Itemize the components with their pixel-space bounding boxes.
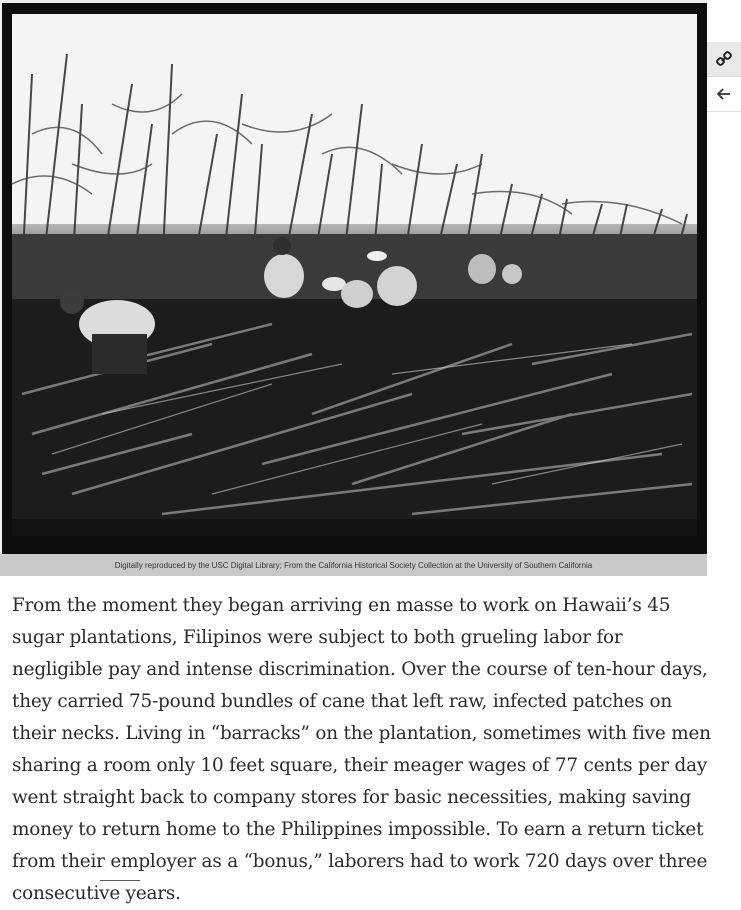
sugar-cane-field-image — [12, 14, 697, 536]
photo-caption-text: Digitally reproduced by the USC Digital Library; From the California Historical Society Collection at the University of Southern California — [114, 560, 593, 570]
photo-caption — [0, 554, 707, 576]
share-link-button[interactable] — [707, 42, 741, 77]
back-button[interactable] — [707, 77, 741, 112]
article-paragraph: From the moment they began arriving en masse to work on Hawaii’s 45 sugar plantations, Filipinos were subject to both grueling labor for negligible pay and intense discrimination. Over the course of ten-hour days, they carried 75-pound bundles of cane that left raw, infected patches on their necks. Living in “barracks” on the plantation, sometimes with five men sharing a room only 10 feet square, their meager wages of 77 cents per day went straight back to company stores for basic necessities, making saving money to return home to the Philippines impossible. To earn a return ticket from their employer as a “bonus,” laborers had to work 720 days over three consecutive years. — [12, 595, 711, 904]
link-icon — [716, 51, 732, 67]
next-paragraph-peek — [100, 872, 600, 881]
field-illustration — [12, 14, 697, 536]
side-toolbar — [707, 42, 741, 112]
arrow-left-icon — [716, 86, 732, 102]
